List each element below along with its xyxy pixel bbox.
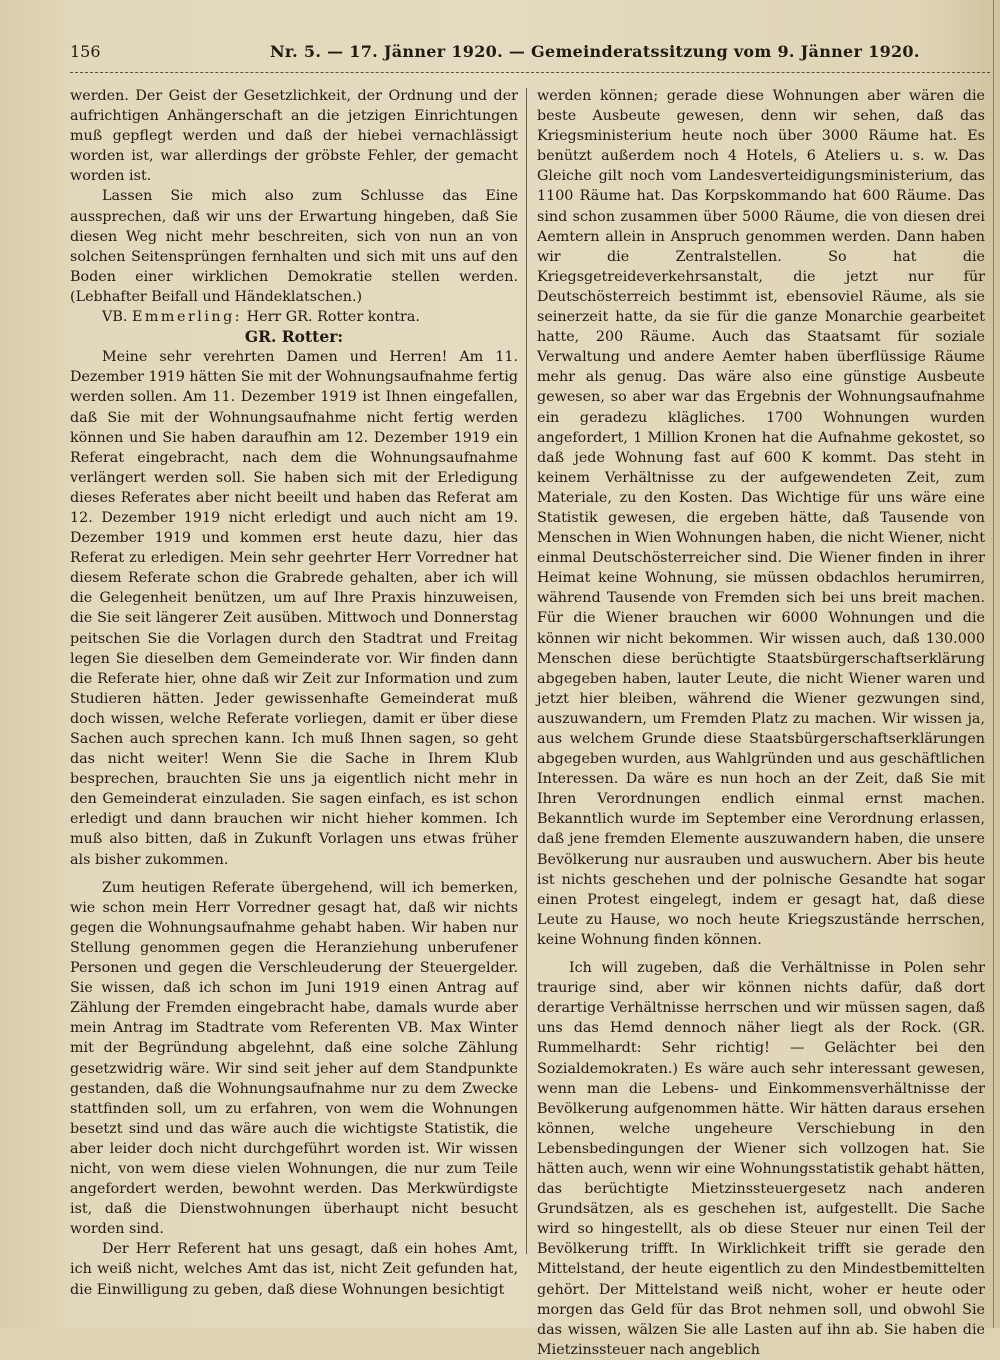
speaker-prefix: VB. xyxy=(102,309,128,326)
header-rule xyxy=(70,72,990,73)
paragraph: Ich will zugeben, daß die Verhältnisse in Polen sehr traurige sind, aber wir können nichts dafür, daß dort derartige Verhältnisse herrschen und wir müssen sagen, daß uns das Hemd dennoch näher liegt als der Rock. (GR. Rummelhardt: Sehr richtig! — Gelächter bei den Sozialdemokraten.) Es wäre auch sehr interessant gewesen, wenn man die Lebens- und Einkommensverhältnisse der Bevölkerung aufgenommen hätte. Wir hätten daraus ersehen können, welche ungeheure Verschiebung in den Lebensbedingungen der Wiener sich vollzogen hat. Sie hätten auch, wenn wir eine Wohnungsstatistik gehabt hätten, das berüchtigte Mietzinssteuergesetz nach anderen Grundsätzen, als es geschehen ist, aufgestellt. Die Sache wird so hingestellt, als ob diese Steuer nur einen Teil der Bevölkerung trifft. In Wirklichkeit trifft sie gerade den Mittelstand, der heute eigentlich zu den Mindestbemittelten gehört. Der Mittelstand weiß nicht, woher er heute oder morgen das Geld für das Brot nehmen soll, und obwohl Sie das wissen, wälzen Sie alle Lasten auf ihn ab. Sie haben die Mietzinssteuer nach angeblich xyxy=(537,960,985,1358)
paragraph: Lassen Sie mich also zum Schlusse das Eine aussprechen, daß wir uns der Erwartung hingeben, daß Sie diesen Weg nicht mehr beschreiten, sich von nun an von solchen Seitensprüngen fernhalten und sich mit uns auf den Boden einer wirklichen Demokratie stellen werden. (Lebhafter Beifall und Händeklatschen.) xyxy=(70,188,518,305)
paragraph: Zum heutigen Referate übergehend, will ich bemerken, wie schon mein Herr Vorredner gesagt hat, daß wir nichts gegen die Wohnungsaufnahme gehabt haben. Wir haben nur Stellung genommen gegen die Heranziehung unberufener Personen und gegen die Verschleuderung der Steuergelder. Sie wissen, daß ich schon im Juni 1919 einen Antrag auf Zählung der Fremden eingebracht habe, damals wurde aber mein Antrag im Stadtrate vom Referenten VB. Max Winter mit der Begründung abgelehnt, daß eine solche Zählung gesetzwidrig wäre. Wir sind seit jeher auf dem Standpunkte gestanden, daß die Wohnungsaufnahme nur zu dem Zwecke stattfinden soll, um zu erfahren, von wem die Wohnungen besetzt sind und das wäre auch die wichtigste Statistik, die aber leider doch nicht durchgeführt worden ist. Wir wissen nicht, von wem diese vielen Wohnungen, die nur zum Teile angefordert werden, bewohnt werden. Das Merkwürdigste ist, daß die Dienstwohnungen überhaupt nicht besucht worden sind. xyxy=(70,879,518,1238)
paragraph: Meine sehr verehrten Damen und Herren! Am 11. Dezember 1919 hätten Sie mit der Wohnungsaufnahme fertig werden sollen. Am 11. Dezember 1919 ist Ihnen eingefallen, daß Sie mit der Wohnungsaufnahme nicht fertig werden können und Sie haben daraufhin am 12. Dezember 1919 ein Referat eingebracht, nach dem die Wohnungsaufnahme verlängert werden soll. Sie haben sich mit der Erledigung dieses Referates aber nicht beeilt und haben das Referat am 12. Dezember 1919 nicht erledigt und auch nicht am 19. Dezember 1919 und kommen erst heute dazu, hier das Referat zu erledigen. Mein sehr geehrter Herr Vorredner hat diesem Referate schon die Grabrede gehalten, aber ich will die Gelegenheit benützen, um auf Ihre Praxis hinzuweisen, die Sie seit längerer Zeit ausüben. Mittwoch und Donnerstag peitschen Sie die Vorlagen durch den Stadtrat und Freitag legen Sie dieselben dem Gemeinderate vor. Wir finden dann die Referate hier, ohne daß wir Zeit zur Information und zum Studieren hätten. Jeder gewissenhafte Gemeinderat muß doch wissen, welche Referate vorliegen, damit er über diese Sachen auch sprechen kann. Ich muß Ihnen sagen, so geht das nicht weiter! Wenn Sie die Sache in Ihrem Klub besprechen, brauchten Sie uns ja eigentlich nicht mehr in den Gemeinderat einzuladen. Sie sagen einfach, es ist schon erledigt und dann brauchen wir nicht hieher kommen. Ich muß also bitten, daß in Zukunft Vorlagen uns etwas früher als bisher zukommen. xyxy=(70,349,518,868)
header-title: Nr. 5. — 17. Jänner 1920. — Gemeinderatssitzung vom 9. Jänner 1920. xyxy=(270,42,920,61)
speaker-name: Emmerling: xyxy=(131,309,243,326)
speaker-rest: Herr GR. Rotter kontra. xyxy=(246,309,420,326)
speaker-heading: GR. Rotter: xyxy=(244,327,344,347)
left-column xyxy=(70,86,518,1300)
right-column xyxy=(537,86,985,1360)
page-number: 156 xyxy=(70,42,101,61)
paragraph: werden. Der Geist der Gesetzlichkeit, der Ordnung und der aufrichtigen Anhängerschaft an die jetzigen Einrichtungen muß gepflegt werden und daß der hiebei vernachlässigt worden ist, war allerdings der gröbste Fehler, der gemacht worden ist. xyxy=(70,88,518,185)
page-edge xyxy=(993,0,994,1328)
chair-announcement xyxy=(70,307,518,327)
running-header xyxy=(70,40,990,68)
paragraph: werden können; gerade diese Wohnungen aber wären die beste Ausbeute gewesen, denn wir sehen, daß das Kriegsministerium heute noch über 3000 Räume hat. Es benützt außerdem noch 4 Hotels, 6 Ateliers u. s. w. Das Gleiche gilt noch vom Landesverteidigungsministerium, das 1100 Räume hat. Das Korpskommando hat 600 Räume. Das sind schon zusammen über 5000 Räume, die von diesen drei Aemtern allein in Anspruch genommen werden. Dann haben wir die Zentralstellen. So hat die Kriegsgetreideverkehrsanstalt, die jetzt nur für Deutschösterreich bestimmt ist, ebensoviel Räume, als sie seinerzeit hatte, da sie für die ganze Monarchie gearbeitet hatte, 200 Räume. Auch das Staatsamt für soziale Verwaltung und andere Aemter haben überflüssige Räume mehr als genug. Das wäre also eine günstige Ausbeute gewesen, so aber war das Ergebnis der Wohnungsaufnahme ein geradezu klägliches. 1700 Wohnungen wurden angefordert, 1 Million Kronen hat die Aufnahme gekostet, so daß jede Wohnung fast auf 600 K kommt. Das steht in keinem Verhältnisse zu der aufgewendeten Zeit, zum Materiale, zu den Kosten. Das Wichtige für uns wäre eine Statistik gewesen, die ergeben hätte, daß Tausende von Menschen in Wien Wohnungen haben, die nicht Wiener, nicht einmal Deutschösterreicher sind. Die Wiener finden in ihrer Heimat keine Wohnung, sie müssen obdachlos herumirren, während Tausende von Fremden sich bei uns breit machen. Für die Wiener brauchen wir 6000 Wohnungen und die können wir nicht bekommen. Wir wissen auch, daß 130.000 Menschen diese berüchtigte Staatsbürgerschaftserklärung abgegeben haben, lauter Leute, die nicht Wiener waren und jetzt hier bleiben, während die Wiener gezwungen sind, auszuwandern, um Fremden Platz zu machen. Wir wissen ja, aus welchem Grunde diese Staatsbürgerschaftserklärungen abgegeben wurden, aus Wahlgründen und aus geschäftlichen Interessen. Da wäre es nun hoch an der Zeit, daß Sie mit Ihren Verordnungen endlich einmal ernst machen. Bekanntlich wurde im September eine Verordnung erlassen, daß jene fremden Elemente auszuwandern haben, die unsere Bevölkerung nur ausrauben und auswuchern. Aber bis heute ist nichts geschehen und der polnische Gesandte hat sogar einen Protest eingelegt, indem er gesagt hat, daß diese Leute zu Hause, wo noch heute Kriegszustände herrschen, keine Wohnung finden können. xyxy=(537,88,985,948)
paragraph: Der Herr Referent hat uns gesagt, daß ein hohes Amt, ich weiß nicht, welches Amt das ist, nicht Zeit gefunden hat, die Einwilligung zu geben, daß diese Wohnungen besichtigt xyxy=(70,1241,518,1298)
column-divider xyxy=(526,88,527,1254)
